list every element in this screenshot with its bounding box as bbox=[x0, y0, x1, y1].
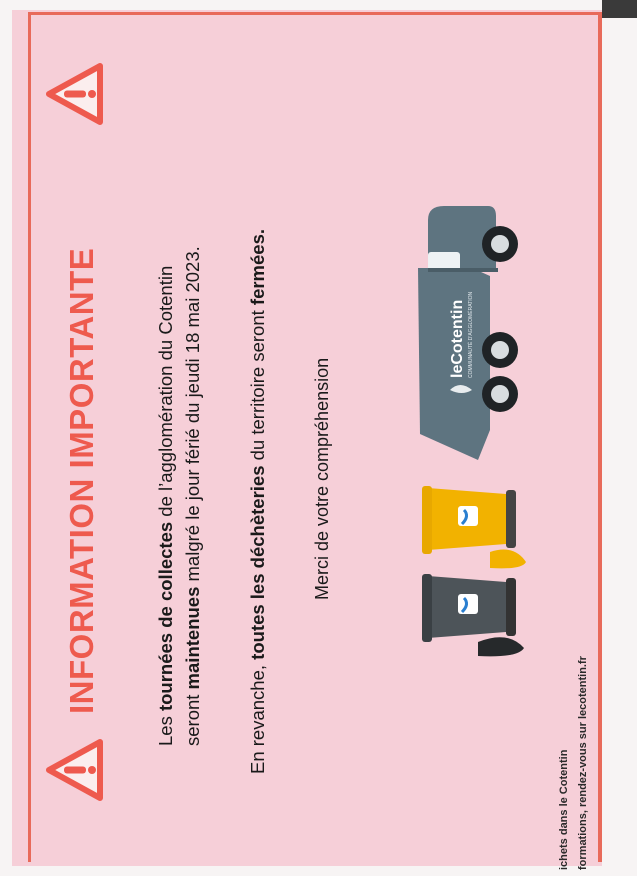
trash-bag-icon bbox=[478, 637, 524, 656]
warning-triangle-icon bbox=[44, 738, 108, 802]
yellow-bin-icon bbox=[422, 480, 532, 570]
trash-bag-icon bbox=[490, 550, 526, 569]
grey-bin-icon bbox=[422, 568, 532, 660]
truck-brand-text: leCotentin bbox=[449, 299, 466, 378]
border-right bbox=[598, 12, 602, 862]
garbage-truck-icon bbox=[410, 198, 530, 460]
warning-triangle-icon bbox=[44, 62, 108, 126]
scan-edge bbox=[602, 0, 637, 18]
border-left bbox=[28, 12, 31, 862]
truck-subtitle-text: COMMUNAUTÉ D'AGGLOMÉRATION bbox=[468, 291, 474, 378]
border-top bbox=[28, 12, 602, 15]
